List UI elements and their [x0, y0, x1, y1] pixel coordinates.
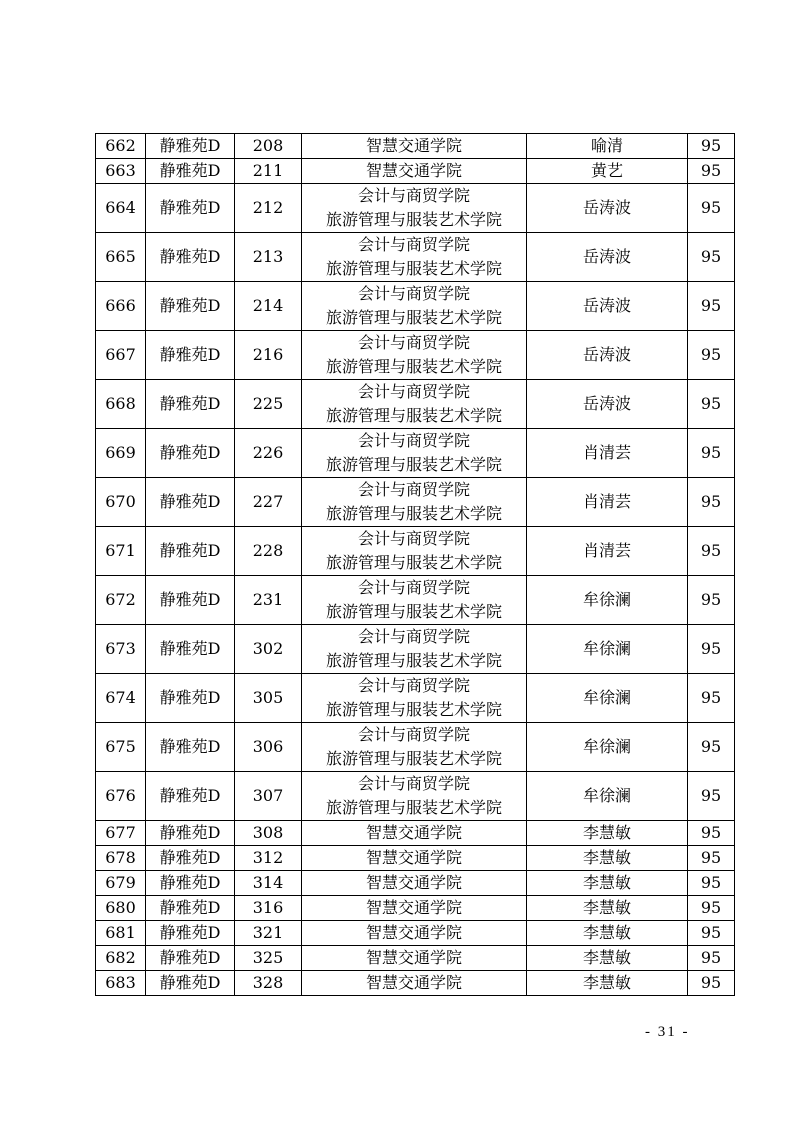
- building-cell: 静雅苑D: [146, 946, 235, 971]
- college-cell: [302, 576, 527, 625]
- score-cell: 95: [688, 896, 735, 921]
- table-row: [96, 282, 735, 331]
- college-cell: [302, 674, 527, 723]
- college-cell: [302, 134, 527, 159]
- room-number-cell: 305: [235, 674, 302, 723]
- score-cell: 95: [688, 233, 735, 282]
- inspector-cell: 李慧敏: [527, 946, 688, 971]
- building-cell: 静雅苑D: [146, 429, 235, 478]
- table-row: [96, 946, 735, 971]
- building-cell: 静雅苑D: [146, 896, 235, 921]
- room-number-cell: 328: [235, 971, 302, 996]
- row-number-cell: 675: [96, 723, 146, 772]
- row-number-cell: 662: [96, 134, 146, 159]
- building-cell: 静雅苑D: [146, 772, 235, 821]
- room-number-cell: 208: [235, 134, 302, 159]
- college-name: 旅游管理与服装艺术学院: [325, 602, 502, 621]
- college-name: 会计与商贸学院: [357, 382, 470, 401]
- table-row: [96, 871, 735, 896]
- row-number-cell: 666: [96, 282, 146, 331]
- college-name: 智慧交通学院: [365, 923, 462, 942]
- inspector-cell: 牟徐澜: [527, 772, 688, 821]
- inspector-cell: 李慧敏: [527, 921, 688, 946]
- college-name: 会计与商贸学院: [357, 186, 470, 205]
- college-cell: [302, 921, 527, 946]
- college-name: 会计与商贸学院: [357, 480, 470, 499]
- college-cell: [302, 846, 527, 871]
- college-name: 旅游管理与服装艺术学院: [325, 357, 502, 376]
- row-number-cell: 683: [96, 971, 146, 996]
- college-cell: [302, 625, 527, 674]
- building-cell: 静雅苑D: [146, 921, 235, 946]
- building-cell: 静雅苑D: [146, 576, 235, 625]
- page-number: - 31 -: [645, 1024, 690, 1040]
- room-number-cell: 216: [235, 331, 302, 380]
- inspector-cell: 岳涛波: [527, 331, 688, 380]
- row-number-cell: 669: [96, 429, 146, 478]
- college-cell: [302, 184, 527, 233]
- college-name: 会计与商贸学院: [357, 235, 470, 254]
- college-cell: [302, 821, 527, 846]
- room-number-cell: 306: [235, 723, 302, 772]
- row-number-cell: 663: [96, 159, 146, 184]
- table-row: [96, 723, 735, 772]
- table-row: [96, 134, 735, 159]
- college-name: 会计与商贸学院: [357, 578, 470, 597]
- building-cell: 静雅苑D: [146, 331, 235, 380]
- college-name: 智慧交通学院: [365, 873, 462, 892]
- building-cell: 静雅苑D: [146, 971, 235, 996]
- room-number-cell: 213: [235, 233, 302, 282]
- college-name: 智慧交通学院: [365, 161, 462, 180]
- inspector-cell: 牟徐澜: [527, 723, 688, 772]
- row-number-cell: 682: [96, 946, 146, 971]
- building-cell: 静雅苑D: [146, 233, 235, 282]
- dormitory-table: [95, 133, 735, 996]
- college-name: 旅游管理与服装艺术学院: [325, 504, 502, 523]
- table-row: [96, 971, 735, 996]
- building-cell: 静雅苑D: [146, 478, 235, 527]
- score-cell: 95: [688, 331, 735, 380]
- room-number-cell: 307: [235, 772, 302, 821]
- table-row: [96, 184, 735, 233]
- college-name: 旅游管理与服装艺术学院: [325, 749, 502, 768]
- score-cell: 95: [688, 971, 735, 996]
- building-cell: 静雅苑D: [146, 821, 235, 846]
- inspector-cell: 李慧敏: [527, 871, 688, 896]
- table-row: [96, 478, 735, 527]
- row-number-cell: 679: [96, 871, 146, 896]
- table-row: [96, 772, 735, 821]
- inspector-cell: 肖清芸: [527, 527, 688, 576]
- building-cell: 静雅苑D: [146, 871, 235, 896]
- row-number-cell: 676: [96, 772, 146, 821]
- room-number-cell: 231: [235, 576, 302, 625]
- row-number-cell: 674: [96, 674, 146, 723]
- inspector-cell: 李慧敏: [527, 821, 688, 846]
- college-cell: [302, 527, 527, 576]
- building-cell: 静雅苑D: [146, 184, 235, 233]
- score-cell: 95: [688, 821, 735, 846]
- row-number-cell: 673: [96, 625, 146, 674]
- college-name: 会计与商贸学院: [357, 774, 470, 793]
- table-row: [96, 576, 735, 625]
- table-body: [96, 134, 735, 996]
- building-cell: 静雅苑D: [146, 159, 235, 184]
- score-cell: 95: [688, 846, 735, 871]
- building-cell: 静雅苑D: [146, 134, 235, 159]
- college-name: 旅游管理与服装艺术学院: [325, 553, 502, 572]
- room-number-cell: 316: [235, 896, 302, 921]
- college-cell: [302, 331, 527, 380]
- room-number-cell: 308: [235, 821, 302, 846]
- college-cell: [302, 159, 527, 184]
- inspector-cell: 李慧敏: [527, 896, 688, 921]
- row-number-cell: 678: [96, 846, 146, 871]
- college-name: 旅游管理与服装艺术学院: [325, 455, 502, 474]
- room-number-cell: 225: [235, 380, 302, 429]
- inspector-cell: 喻清: [527, 134, 688, 159]
- table-row: [96, 527, 735, 576]
- inspector-cell: 岳涛波: [527, 282, 688, 331]
- inspector-cell: 黄艺: [527, 159, 688, 184]
- college-name: 旅游管理与服装艺术学院: [325, 308, 502, 327]
- score-cell: 95: [688, 527, 735, 576]
- college-cell: [302, 723, 527, 772]
- table-row: [96, 674, 735, 723]
- row-number-cell: 664: [96, 184, 146, 233]
- inspector-cell: 岳涛波: [527, 184, 688, 233]
- college-name: 会计与商贸学院: [357, 431, 470, 450]
- college-cell: [302, 429, 527, 478]
- table-row: [96, 625, 735, 674]
- college-cell: [302, 233, 527, 282]
- college-cell: [302, 380, 527, 429]
- table-row: [96, 380, 735, 429]
- room-number-cell: 211: [235, 159, 302, 184]
- score-cell: 95: [688, 282, 735, 331]
- college-name: 智慧交通学院: [365, 848, 462, 867]
- inspector-cell: 牟徐澜: [527, 576, 688, 625]
- row-number-cell: 677: [96, 821, 146, 846]
- row-number-cell: 681: [96, 921, 146, 946]
- building-cell: 静雅苑D: [146, 674, 235, 723]
- inspector-cell: 牟徐澜: [527, 674, 688, 723]
- row-number-cell: 667: [96, 331, 146, 380]
- college-name: 智慧交通学院: [365, 948, 462, 967]
- score-cell: 95: [688, 871, 735, 896]
- college-name: 旅游管理与服装艺术学院: [325, 651, 502, 670]
- inspector-cell: 岳涛波: [527, 380, 688, 429]
- room-number-cell: 312: [235, 846, 302, 871]
- college-name: 会计与商贸学院: [357, 333, 470, 352]
- building-cell: 静雅苑D: [146, 723, 235, 772]
- college-name: 会计与商贸学院: [357, 676, 470, 695]
- inspector-cell: 牟徐澜: [527, 625, 688, 674]
- score-cell: 95: [688, 921, 735, 946]
- college-name: 智慧交通学院: [365, 823, 462, 842]
- building-cell: 静雅苑D: [146, 380, 235, 429]
- college-name: 旅游管理与服装艺术学院: [325, 798, 502, 817]
- score-cell: 95: [688, 478, 735, 527]
- inspector-cell: 岳涛波: [527, 233, 688, 282]
- row-number-cell: 680: [96, 896, 146, 921]
- college-name: 旅游管理与服装艺术学院: [325, 210, 502, 229]
- table-row: [96, 233, 735, 282]
- college-name: 智慧交通学院: [365, 973, 462, 992]
- college-name: 会计与商贸学院: [357, 627, 470, 646]
- building-cell: 静雅苑D: [146, 846, 235, 871]
- room-number-cell: 214: [235, 282, 302, 331]
- room-number-cell: 212: [235, 184, 302, 233]
- score-cell: 95: [688, 184, 735, 233]
- room-number-cell: 325: [235, 946, 302, 971]
- building-cell: 静雅苑D: [146, 282, 235, 331]
- room-number-cell: 227: [235, 478, 302, 527]
- score-cell: 95: [688, 380, 735, 429]
- building-cell: 静雅苑D: [146, 527, 235, 576]
- score-cell: 95: [688, 946, 735, 971]
- college-cell: [302, 772, 527, 821]
- score-cell: 95: [688, 429, 735, 478]
- table-row: [96, 921, 735, 946]
- score-cell: 95: [688, 674, 735, 723]
- college-cell: [302, 282, 527, 331]
- table-row: [96, 821, 735, 846]
- building-cell: 静雅苑D: [146, 625, 235, 674]
- college-name: 智慧交通学院: [365, 898, 462, 917]
- score-cell: 95: [688, 576, 735, 625]
- inspector-cell: 李慧敏: [527, 971, 688, 996]
- college-name: 会计与商贸学院: [357, 284, 470, 303]
- college-cell: [302, 946, 527, 971]
- college-cell: [302, 871, 527, 896]
- college-name: 旅游管理与服装艺术学院: [325, 700, 502, 719]
- table-row: [96, 159, 735, 184]
- college-name: 旅游管理与服装艺术学院: [325, 406, 502, 425]
- college-cell: [302, 478, 527, 527]
- row-number-cell: 665: [96, 233, 146, 282]
- score-cell: 95: [688, 134, 735, 159]
- score-cell: 95: [688, 625, 735, 674]
- college-name: 会计与商贸学院: [357, 725, 470, 744]
- score-cell: 95: [688, 723, 735, 772]
- table-row: [96, 429, 735, 478]
- room-number-cell: 226: [235, 429, 302, 478]
- inspector-cell: 李慧敏: [527, 846, 688, 871]
- college-name: 会计与商贸学院: [357, 529, 470, 548]
- table-row: [96, 896, 735, 921]
- inspector-cell: 肖清芸: [527, 478, 688, 527]
- room-number-cell: 302: [235, 625, 302, 674]
- score-cell: 95: [688, 159, 735, 184]
- inspector-cell: 肖清芸: [527, 429, 688, 478]
- row-number-cell: 670: [96, 478, 146, 527]
- room-number-cell: 228: [235, 527, 302, 576]
- college-name: 智慧交通学院: [365, 136, 462, 155]
- table-row: [96, 846, 735, 871]
- row-number-cell: 668: [96, 380, 146, 429]
- row-number-cell: 672: [96, 576, 146, 625]
- college-cell: [302, 971, 527, 996]
- college-cell: [302, 896, 527, 921]
- row-number-cell: 671: [96, 527, 146, 576]
- college-name: 旅游管理与服装艺术学院: [325, 259, 502, 278]
- table-row: [96, 331, 735, 380]
- room-number-cell: 321: [235, 921, 302, 946]
- room-number-cell: 314: [235, 871, 302, 896]
- score-cell: 95: [688, 772, 735, 821]
